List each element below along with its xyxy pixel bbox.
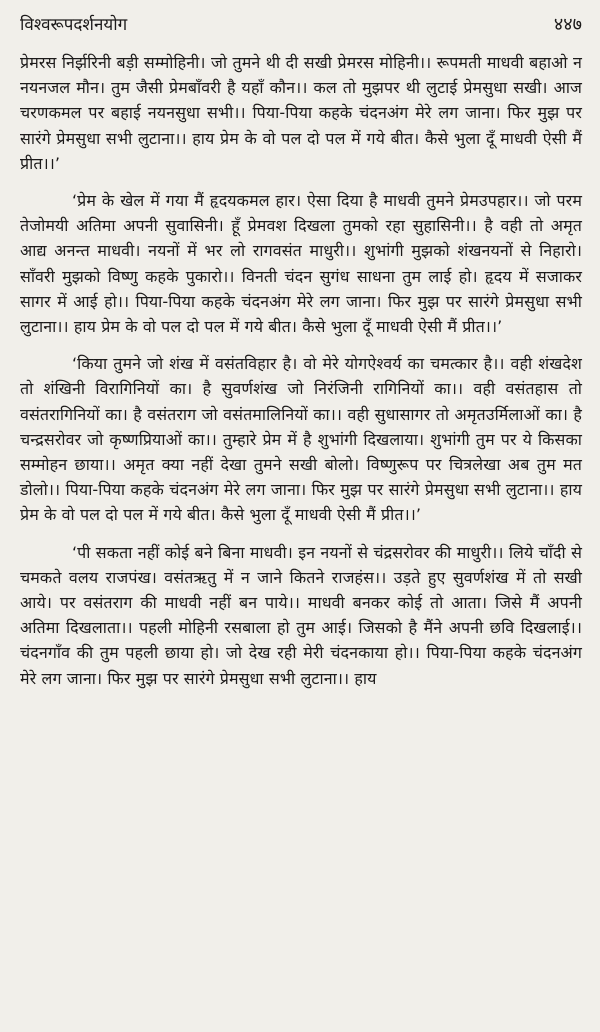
paragraph: ‘किया तुमने जो शंख में वसंतविहार है। वो मेरे योगऐश्वर्य का चमत्कार है।। वही शंखदेश तो शंखिनी विरागिनियों का। है सुवर्णशंख जो निरंजिनी रागिनियों का।। वही वसंतहास तो वसंतरागिनियों का। है वसंतराग जो वसंतमालिनियों का।। वही सुधासागर तो अमृतउर्मिलाओं का। है चन्द्रसरोवर जो कृष्णप्रियाओं का।। तुम्हारे प्रेम में है शुभांगी दिखलाया। शुभांगी तुम पर ये किसका सम्मोहन छाया।। अमृत क्या नहीं देखा तुमने सखी बोलो। विष्णुरूप पर चित्रलेखा अब तुम मत डोलो।। पिया-पिया कहके चंदनअंग मेरे लग जाना। फिर मुझ पर सारंगे प्रेमसुधा सभी लुटाना।। हाय प्रेम के वो पल दो पल में गये बीत। कैसे भुला दूँ माधवी ऐसी मैं प्रीत।।’ [20, 354, 583, 525]
paragraph: ‘पी सकता नहीं कोई बने बिना माधवी। इन नयनों से चंद्रसरोवर की माधुरी।। लिये चाँदी से चमकते वलय राजपंख। वसंतऋतु में न जाने कितने राजहंस।। उड़ते हुए सुवर्णशंख में तो सखी आये। पर वसंतराग की माधवी नहीं बन पाये।। माधवी बनकर कोई तो आता। जिसे मैं अपनी अतिमा दिखलाता।। पहली मोहिनी रसबाला हो तुम आई। जिसको है मैंने अपनी छवि दिखलाई।। चंदनगाँव की तुम पहली छाया हो। जो देख रही मेरी चंदनकाया हो।। पिया-पिया कहके चंदनअंग मेरे लग जाना। फिर मुझ पर सारंगे प्रेमसुधा सभी लुटाना।। हाय [20, 542, 582, 688]
page-header [20, 12, 582, 46]
running-head: विश्वरूपदर्शनयोग [20, 15, 128, 35]
page-number: ४४७ [553, 14, 582, 35]
paragraph: प्रेमरस निर्झरिनी बड़ी सम्मोहिनी। जो तुमने थी दी सखी प्रेमरस मोहिनी।। रूपमती माधवी बहाओ न नयनजल मौन। तुम जैसी प्रेमबाँवरी है यहाँ कौन।। कल तो मुझपर थी लुटाई प्रेमसुधा सखी। आज चरणकमल पर बहाई नयनसुधा सभी।। पिया-पिया कहके चंदनअंग मेरे लग जाना। फिर मुझ पर सारंगे प्रेमसुधा सभी लुटाना।। हाय प्रेम के वो पल दो पल में गये बीत। कैसे भुला दूँ माधवी ऐसी मैं प्रीत।।’ [20, 53, 582, 173]
paragraph: ‘प्रेम के खेल में गया मैं हृदयकमल हार। ऐसा दिया है माधवी तुमने प्रेमउपहार।। जो परम तेजोमयी अतिमा अपनी सुवासिनी। हूँ प्रेमवश दिखला तुमको रहा सुहासिनी।। है वही तो अमृत आद्य अनन्त माधवी। नयनों में भर लो रागवसंत माधुरी।। शुभांगी मुझको शंखनयनों से निहारो। साँवरी मुझको विष्णु कहके पुकारो।। विनती चंदन सुगंध साधना तुम लाई हो। हृदय में सजाकर सागर में आई हो।। पिया-पिया कहके चंदनअंग मेरे लग जाना। फिर मुझ पर सारंगे प्रेमसुधा सभी लुटाना।। हाय प्रेम के वो पल दो पल में गये बीत। कैसे भुला दूँ माधवी ऐसी मैं प्रीत।।’ [20, 191, 582, 337]
page-body [20, 50, 582, 691]
